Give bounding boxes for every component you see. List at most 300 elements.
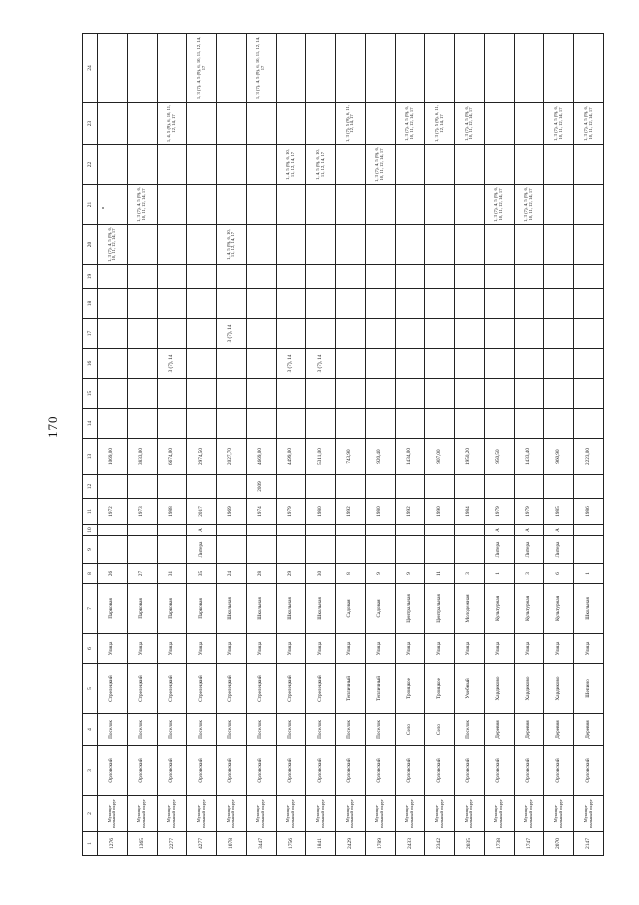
- table-cell: А: [544, 525, 574, 536]
- table-cell: [514, 409, 544, 439]
- table-cell: 9: [395, 564, 425, 584]
- table-cell: 2342: [425, 832, 455, 856]
- table-cell: [306, 475, 336, 499]
- table-cell: [365, 289, 395, 319]
- column-header: 21: [83, 185, 98, 225]
- table-cell: [425, 525, 455, 536]
- table-cell: Поселок: [157, 714, 187, 746]
- column-header: 1: [83, 832, 98, 856]
- table-cell: 1979: [514, 499, 544, 525]
- column-header: 16: [83, 349, 98, 379]
- table-cell: Садовая: [365, 584, 395, 634]
- table-cell: Улица: [217, 634, 247, 664]
- table-cell: [306, 103, 336, 145]
- table-cell: 30: [306, 564, 336, 584]
- table-cell: [455, 409, 485, 439]
- table-row: [425, 34, 455, 856]
- column-header: 10: [83, 525, 98, 536]
- table-cell: 1, 3 (7), 5 (9), 6, 11, 12, 14, 17: [425, 103, 455, 145]
- table-cell: 1, 4, 5 (9), 6, 10, 11, 12, 14, 17: [157, 103, 187, 145]
- table-cell: 3833,00: [127, 439, 157, 475]
- table-cell: [484, 34, 514, 103]
- table-cell: Школьная: [246, 584, 276, 634]
- table-cell: Муници-пальный округ: [157, 796, 187, 832]
- table-cell: [276, 536, 306, 564]
- table-cell: Орловский: [514, 746, 544, 796]
- table-cell: 1, 3 (7), 5 (9), 6, 11, 12, 14, 17: [336, 103, 366, 145]
- table-cell: [127, 319, 157, 349]
- table-cell: [246, 379, 276, 409]
- table-cell: Орловский: [187, 746, 217, 796]
- table-cell: Стрелецкий: [306, 664, 336, 714]
- table-cell: Орловский: [484, 746, 514, 796]
- table-cell: 1, 3 (7), 4, 5 (9), 6, 10, 11, 12, 14, 17: [395, 103, 425, 145]
- table-cell: Муници-пальный округ: [187, 796, 217, 832]
- table-cell: 1984: [455, 499, 485, 525]
- table-cell: [574, 289, 604, 319]
- column-header: 7: [83, 584, 98, 634]
- table-cell: [187, 409, 217, 439]
- table-cell: Улица: [336, 634, 366, 664]
- table-cell: [187, 225, 217, 265]
- table-cell: [127, 34, 157, 103]
- table-cell: [98, 349, 128, 379]
- table-cell: 1974: [246, 499, 276, 525]
- table-cell: Тепличный: [336, 664, 366, 714]
- column-header: 5: [83, 664, 98, 714]
- table-cell: Село: [395, 714, 425, 746]
- table-cell: Школьная: [306, 584, 336, 634]
- table-cell: Поселок: [127, 714, 157, 746]
- table-cell: [484, 379, 514, 409]
- table-row: [127, 34, 157, 856]
- table-cell: Поселок: [306, 714, 336, 746]
- table-cell: Муници-пальный округ: [455, 796, 485, 832]
- table-cell: Поселок: [336, 714, 366, 746]
- table-cell: Хардиково: [514, 664, 544, 714]
- table-cell: Муници-пальный округ: [544, 796, 574, 832]
- table-cell: 1, 3 (7), 4, 5 (9), 6, 10, 11, 12, 14, 17: [455, 103, 485, 145]
- table-cell: [217, 265, 247, 289]
- table-cell: Муници-пальный округ: [574, 796, 604, 832]
- table-cell: 1, 3 (7), 4, 5 (9), 6, 10, 11, 12, 14, 17: [544, 103, 574, 145]
- table-cell: 950,50: [484, 439, 514, 475]
- table-cell: [425, 289, 455, 319]
- column-header: 18: [83, 289, 98, 319]
- table-cell: Муници-пальный округ: [395, 796, 425, 832]
- table-cell: Орловский: [425, 746, 455, 796]
- table-cell: [98, 525, 128, 536]
- table-cell: [127, 145, 157, 185]
- table-cell: Муници-пальный округ: [484, 796, 514, 832]
- table-cell: [187, 289, 217, 319]
- table-cell: 1756: [276, 832, 306, 856]
- table-cell: [365, 34, 395, 103]
- table-cell: 1969: [217, 499, 247, 525]
- table-cell: Муници-пальный округ: [425, 796, 455, 832]
- table-cell: [365, 349, 395, 379]
- table-cell: Шепино: [574, 664, 604, 714]
- table-cell: Улица: [484, 634, 514, 664]
- table-cell: [425, 185, 455, 225]
- table-cell: 27: [127, 564, 157, 584]
- table-cell: Поселок: [246, 714, 276, 746]
- column-header: 12: [83, 475, 98, 499]
- column-header: 17: [83, 319, 98, 349]
- table-row: [365, 34, 395, 856]
- table-cell: Улица: [306, 634, 336, 664]
- table-cell: [217, 34, 247, 103]
- table-cell: [514, 103, 544, 145]
- table-cell: [455, 145, 485, 185]
- table-cell: [246, 536, 276, 564]
- table-cell: [276, 319, 306, 349]
- table-cell: 2433: [395, 832, 425, 856]
- table-cell: [187, 379, 217, 409]
- table-cell: 1434,00: [395, 439, 425, 475]
- table-cell: 1841: [306, 832, 336, 856]
- table-cell: [127, 349, 157, 379]
- table-cell: Муници-пальный округ: [246, 796, 276, 832]
- table-cell: 1979: [276, 499, 306, 525]
- table-cell: [484, 145, 514, 185]
- table-cell: 2070: [544, 832, 574, 856]
- table-cell: Орловский: [455, 746, 485, 796]
- table-cell: Стрелецкий: [246, 664, 276, 714]
- table-cell: 1738: [484, 832, 514, 856]
- table-cell: [395, 319, 425, 349]
- table-cell: [306, 379, 336, 409]
- table-cell: [544, 145, 574, 185]
- table-cell: Муници-пальный округ: [217, 796, 247, 832]
- table-cell: [336, 536, 366, 564]
- table-cell: Парковая: [127, 584, 157, 634]
- table-cell: Орловский: [544, 746, 574, 796]
- table-cell: 3 (7), 14: [306, 349, 336, 379]
- table-cell: [276, 289, 306, 319]
- column-header: 20: [83, 225, 98, 265]
- table-cell: [246, 525, 276, 536]
- table-cell: Орловский: [98, 746, 128, 796]
- table-cell: [574, 379, 604, 409]
- table-cell: Муници-пальный округ: [336, 796, 366, 832]
- table-cell: [187, 185, 217, 225]
- table-cell: 4669,00: [246, 439, 276, 475]
- table-cell: [544, 379, 574, 409]
- table-cell: Стрелецкий: [217, 664, 247, 714]
- table-cell: [514, 349, 544, 379]
- table-cell: 3 (7), 14: [276, 349, 306, 379]
- table-cell: [425, 349, 455, 379]
- table-cell: 1950,20: [455, 439, 485, 475]
- table-cell: Литера: [484, 536, 514, 564]
- table-cell: [157, 319, 187, 349]
- registry-table-rotated: [82, 34, 604, 856]
- table-cell: Стрелецкий: [276, 664, 306, 714]
- table-cell: [127, 103, 157, 145]
- table-cell: Улица: [395, 634, 425, 664]
- table-cell: [157, 145, 187, 185]
- table-cell: 28: [246, 564, 276, 584]
- table-cell: Поселок: [98, 714, 128, 746]
- table-cell: [98, 185, 128, 225]
- table-cell: 1986: [574, 499, 604, 525]
- table-cell: [246, 349, 276, 379]
- table-cell: [98, 265, 128, 289]
- table-cell: [127, 525, 157, 536]
- table-cell: [455, 265, 485, 289]
- table-cell: [98, 319, 128, 349]
- table-cell: [306, 289, 336, 319]
- table-cell: [127, 225, 157, 265]
- table-cell: 1972: [98, 499, 128, 525]
- table-cell: [187, 349, 217, 379]
- table-cell: Муници-пальный округ: [514, 796, 544, 832]
- table-cell: [336, 475, 366, 499]
- table-cell: 2009: [246, 475, 276, 499]
- table-row: [306, 34, 336, 856]
- table-row: [514, 34, 544, 856]
- table-cell: 1980: [365, 499, 395, 525]
- table-cell: [395, 225, 425, 265]
- table-cell: Культурная: [484, 584, 514, 634]
- table-cell: [127, 409, 157, 439]
- table-cell: [395, 379, 425, 409]
- table-cell: Улица: [246, 634, 276, 664]
- table-cell: 960,90: [544, 439, 574, 475]
- table-cell: 1, 3 (7), 4, 5 (9), 6, 10, 11, 12, 14, 17: [365, 145, 395, 185]
- column-header: 23: [83, 103, 98, 145]
- table-cell: [157, 225, 187, 265]
- table-cell: [306, 185, 336, 225]
- table-cell: [544, 185, 574, 225]
- table-cell: [217, 289, 247, 319]
- table-cell: 6674,00: [157, 439, 187, 475]
- table-cell: Деревня: [544, 714, 574, 746]
- table-cell: [98, 379, 128, 409]
- table-cell: [217, 349, 247, 379]
- table-cell: Улица: [127, 634, 157, 664]
- table-cell: [246, 289, 276, 319]
- table-cell: [306, 525, 336, 536]
- table-cell: 1980: [306, 499, 336, 525]
- table-cell: [425, 475, 455, 499]
- table-cell: [187, 103, 217, 145]
- table-cell: [574, 536, 604, 564]
- table-cell: [365, 185, 395, 225]
- table-cell: Троицкое: [425, 664, 455, 714]
- table-cell: 35: [187, 564, 217, 584]
- table-cell: [365, 319, 395, 349]
- table-cell: Культурная: [544, 584, 574, 634]
- table-cell: 24: [217, 564, 247, 584]
- table-cell: 1992: [395, 499, 425, 525]
- table-cell: [455, 225, 485, 265]
- column-header: 15: [83, 379, 98, 409]
- table-cell: [157, 536, 187, 564]
- table-cell: 1276: [98, 832, 128, 856]
- table-cell: Орловский: [276, 746, 306, 796]
- page-number: 170: [45, 415, 60, 438]
- table-cell: 1, 4, 5 (9), 6, 10, 11, 12, 14, 17: [276, 145, 306, 185]
- table-cell: 6: [544, 564, 574, 584]
- table-cell: [425, 145, 455, 185]
- table-cell: Улица: [514, 634, 544, 664]
- table-cell: 1, 3 (7), 4, 5 (9), 6, 10, 11, 12, 14, 17: [514, 185, 544, 225]
- table-cell: Школьная: [276, 584, 306, 634]
- table-cell: [574, 185, 604, 225]
- table-cell: А: [187, 525, 217, 536]
- table-cell: Школьная: [574, 584, 604, 634]
- table-row: [246, 34, 276, 856]
- table-cell: [306, 536, 336, 564]
- table-cell: 1: [574, 564, 604, 584]
- table-cell: [127, 265, 157, 289]
- table-cell: 26: [98, 564, 128, 584]
- table-cell: Парковая: [98, 584, 128, 634]
- table-cell: 1, 3 (7), 4, 5 (9), 6, 10, 11, 12, 14, 17: [127, 185, 157, 225]
- table-cell: [336, 319, 366, 349]
- table-cell: [514, 475, 544, 499]
- table-cell: Хардиково: [544, 664, 574, 714]
- column-header: 9: [83, 536, 98, 564]
- table-cell: [574, 475, 604, 499]
- table-cell: 9: [365, 564, 395, 584]
- table-row: [395, 34, 425, 856]
- table-cell: 2223,00: [574, 439, 604, 475]
- table-cell: Молодежная: [455, 584, 485, 634]
- table-cell: 1, 3 (7), 4, 5 (9), 6, 10, 11, 12, 14, 17: [187, 34, 217, 103]
- table-cell: 1747: [514, 832, 544, 856]
- table-cell: 4499,00: [276, 439, 306, 475]
- table-cell: 1992: [336, 499, 366, 525]
- table-cell: Деревня: [574, 714, 604, 746]
- table-cell: [395, 185, 425, 225]
- table-cell: Муници-пальный округ: [365, 796, 395, 832]
- table-cell: [246, 319, 276, 349]
- table-cell: [276, 475, 306, 499]
- table-cell: [425, 319, 455, 349]
- table-cell: [455, 289, 485, 319]
- table-cell: 1990: [425, 499, 455, 525]
- table-cell: Стрелецкий: [157, 664, 187, 714]
- header-row: [83, 34, 98, 856]
- table-cell: [574, 265, 604, 289]
- table-cell: [425, 409, 455, 439]
- column-header: 2: [83, 796, 98, 832]
- table-cell: Литера: [514, 536, 544, 564]
- table-cell: [336, 225, 366, 265]
- table-cell: [98, 145, 128, 185]
- table-cell: [306, 265, 336, 289]
- table-cell: Учебный: [455, 664, 485, 714]
- table-cell: [276, 265, 306, 289]
- table-cell: Улица: [455, 634, 485, 664]
- table-cell: 1, 4, 5 (9), 6, 10, 11, 12, 14, 17: [306, 145, 336, 185]
- column-header: 4: [83, 714, 98, 746]
- table-cell: [365, 536, 395, 564]
- table-cell: [98, 289, 128, 319]
- table-cell: 1069,00: [98, 439, 128, 475]
- table-cell: [544, 225, 574, 265]
- table-cell: [544, 34, 574, 103]
- table-cell: [246, 185, 276, 225]
- table-cell: [574, 525, 604, 536]
- table-cell: [455, 536, 485, 564]
- table-cell: [395, 475, 425, 499]
- table-cell: [514, 319, 544, 349]
- table-cell: Улица: [544, 634, 574, 664]
- table-cell: [544, 289, 574, 319]
- table-cell: [544, 319, 574, 349]
- table-cell: [187, 475, 217, 499]
- table-cell: Поселок: [455, 714, 485, 746]
- table-cell: Хардиково: [484, 664, 514, 714]
- table-cell: [514, 145, 544, 185]
- table-cell: [306, 225, 336, 265]
- table-cell: [395, 145, 425, 185]
- table-cell: 1, 3 (7), 4, 5 (9), 6, 10, 11, 12, 14, 17: [484, 185, 514, 225]
- table-cell: [395, 525, 425, 536]
- table-cell: [365, 409, 395, 439]
- table-cell: 1789: [365, 832, 395, 856]
- table-cell: [574, 349, 604, 379]
- table-cell: [157, 409, 187, 439]
- column-header: 24: [83, 34, 98, 103]
- table-cell: [98, 409, 128, 439]
- table-cell: [336, 525, 366, 536]
- table-cell: [514, 379, 544, 409]
- table-cell: 743,90: [336, 439, 366, 475]
- table-cell: [574, 319, 604, 349]
- table-cell: Центральная: [425, 584, 455, 634]
- table-cell: 2035: [455, 832, 485, 856]
- table-cell: [157, 475, 187, 499]
- table-cell: Стрелецкий: [127, 664, 157, 714]
- table-cell: [127, 536, 157, 564]
- registry-table: [82, 33, 604, 856]
- column-header: 8: [83, 564, 98, 584]
- table-cell: [484, 103, 514, 145]
- table-cell: [395, 289, 425, 319]
- table-cell: Литера: [187, 536, 217, 564]
- table-cell: [455, 379, 485, 409]
- table-cell: [365, 379, 395, 409]
- table-cell: Cадовая: [336, 584, 366, 634]
- table-cell: [217, 536, 247, 564]
- table-cell: Деревня: [514, 714, 544, 746]
- table-cell: Муници-пальный округ: [98, 796, 128, 832]
- table-cell: Улица: [98, 634, 128, 664]
- table-cell: 907,00: [425, 439, 455, 475]
- table-cell: [306, 34, 336, 103]
- table-row: [276, 34, 306, 856]
- table-cell: [246, 225, 276, 265]
- column-header: 3: [83, 746, 98, 796]
- table-cell: Муници-пальный округ: [276, 796, 306, 832]
- table-cell: [574, 225, 604, 265]
- table-cell: Парковая: [157, 584, 187, 634]
- table-cell: [157, 525, 187, 536]
- table-cell: [98, 34, 128, 103]
- table-cell: 29: [276, 564, 306, 584]
- table-cell: [455, 319, 485, 349]
- table-cell: [544, 265, 574, 289]
- table-cell: Парковая: [187, 584, 217, 634]
- table-cell: Поселок: [276, 714, 306, 746]
- table-cell: Деревня: [484, 714, 514, 746]
- table-cell: [217, 475, 247, 499]
